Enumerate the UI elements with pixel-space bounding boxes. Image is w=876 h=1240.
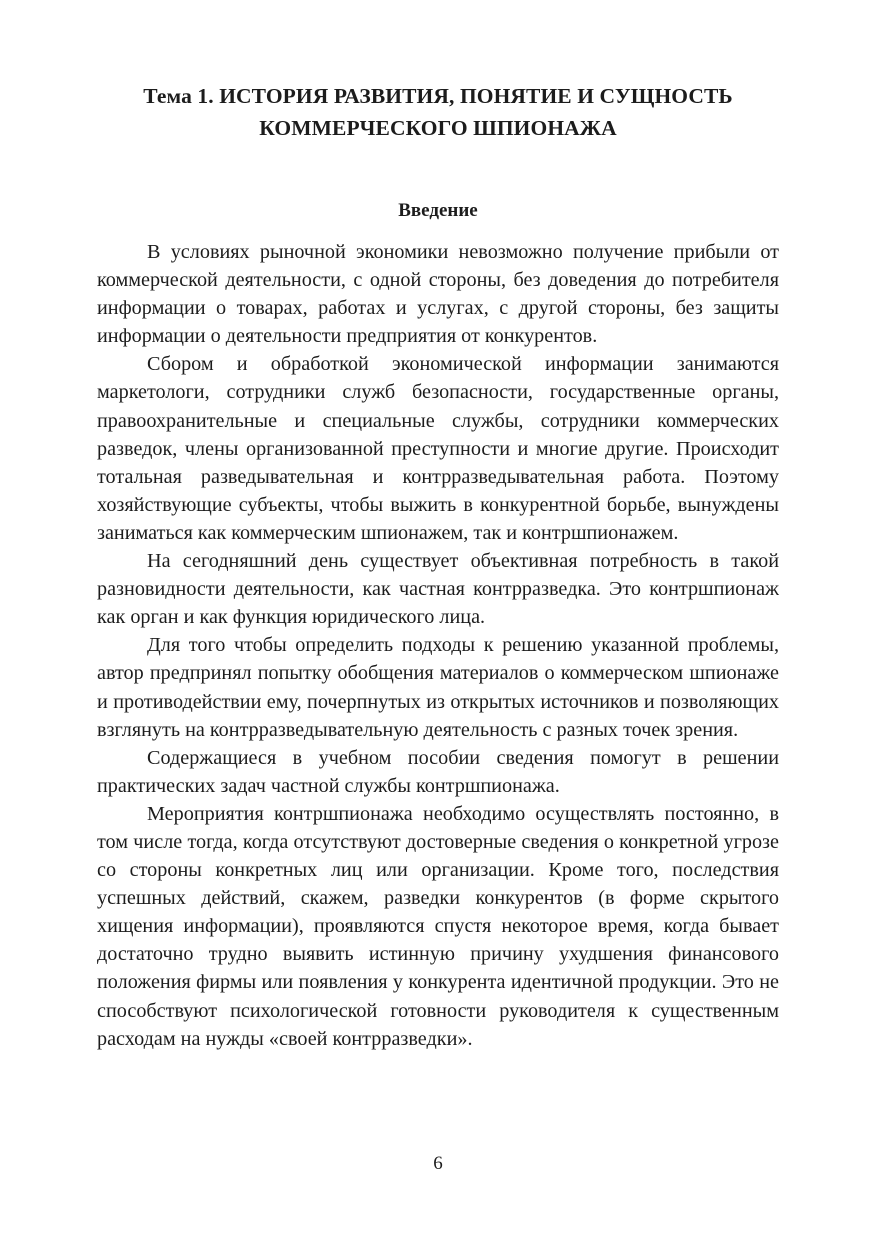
chapter-title-line-1: Тема 1. ИСТОРИЯ РАЗВИТИЯ, ПОНЯТИЕ И СУЩНОСТЬ bbox=[143, 84, 733, 108]
page-number: 6 bbox=[433, 1153, 443, 1174]
body-text bbox=[97, 238, 779, 1053]
chapter-title bbox=[97, 80, 779, 144]
chapter-title-line-2: КОММЕРЧЕСКОГО ШПИОНАЖА bbox=[259, 116, 617, 140]
section-title: Введение bbox=[398, 200, 478, 221]
document-page bbox=[97, 80, 779, 1053]
paragraph-2: Сбором и обработкой экономической информации занимаются маркетологи, сотрудники служб безопасности, государственные органы, правоохранительные и специальные службы, сотрудники коммерческих разведок, члены организованной преступности и многие другие. Происходит тотальная разведывательная и контрразведывательная работа. Поэтому хозяйствующие субъекты, чтобы выжить в конкурентной борьбе, вынуждены заниматься как коммерческим шпионажем, так и контршпионажем. bbox=[97, 353, 779, 544]
paragraph-3: На сегодняшний день существует объективная потребность в такой разновидности деятельности, как частная контрразведка. Это контршпионаж как орган и как функция юридического лица. bbox=[97, 550, 779, 629]
paragraph-5: Содержащиеся в учебном пособии сведения помогут в решении практических задач частной службы контршпионажа. bbox=[97, 746, 779, 797]
paragraph-6: Мероприятия контршпионажа необходимо осуществлять постоянно, в том числе тогда, когда отсутствуют достоверные сведения о конкретной угрозе со стороны конкретных лиц или организации. Кроме того, последствия успешных действий, скажем, разведки конкурентов (в форме скрытого хищения информации), проявляются спустя некоторое время, когда бывает достаточно трудно выявить истинную причину ухудшения финансового положения фирмы или появления у конкурента идентичной продукции. Это не способствуют психологической готовности руководителя к существенным расходам на нужды «своей контрразведки». bbox=[97, 802, 779, 1050]
paragraph-1: В условиях рыночной экономики невозможно получение прибыли от коммерческой деятельности, с одной стороны, без доведения до потребителя информации о товарах, работах и услугах, с другой стороны, без защиты информации о деятельности предприятия от конкурентов. bbox=[97, 241, 779, 348]
paragraph-4: Для того чтобы определить подходы к решению указанной проблемы, автор предпринял попытку обобщения материалов о коммерческом шпионаже и противодействии ему, почерпнутых из открытых источников и позволяющих взглянуть на контрразведывательную деятельность с разных точек зрения. bbox=[97, 634, 779, 741]
